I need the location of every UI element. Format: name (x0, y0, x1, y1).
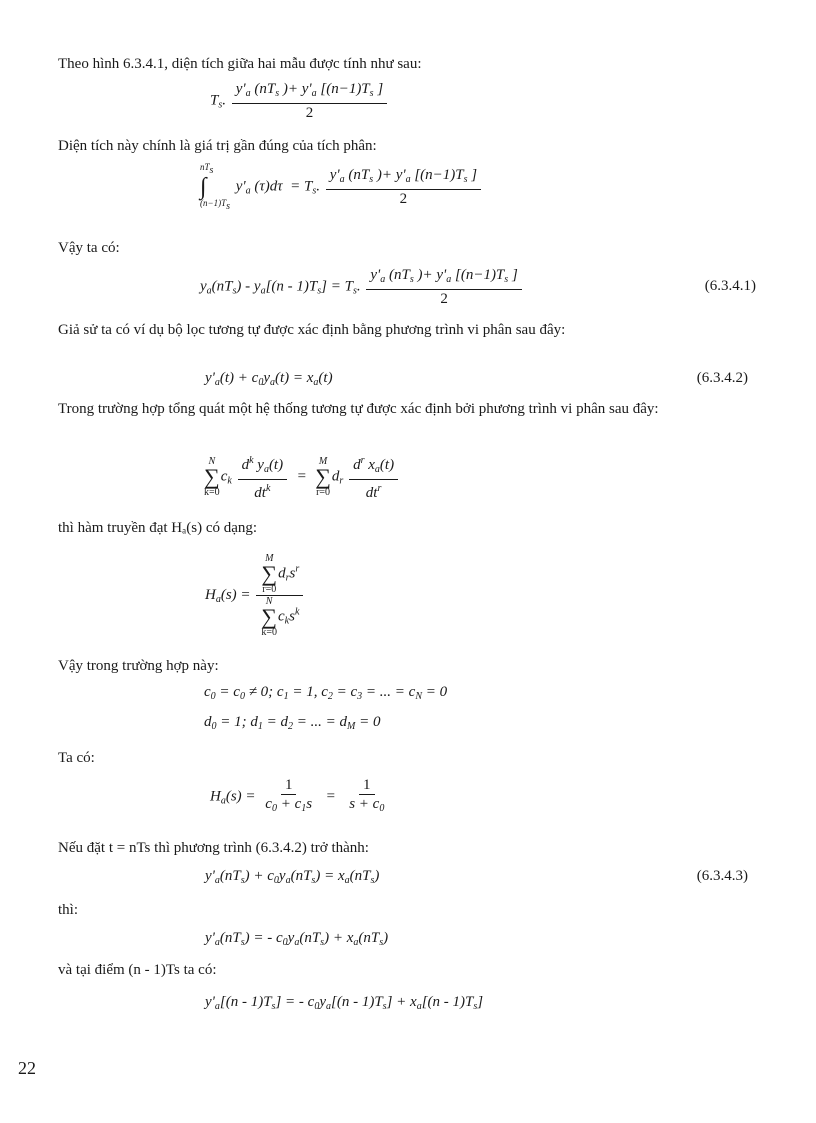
equation-derivative-n: $y'_a(nT_s)$ = - $c_0y_a(nT_s) + x_a(nT_s)$ (205, 930, 389, 948)
paragraph-we-have: Ta có: (58, 750, 95, 766)
equation-number-6343: (6.3.4.3) (696, 868, 748, 884)
equation-ha-simplified: $H_a(s)$ = $\frac{1}{c_0 + c_1s}$ = $\frac{1}{s + c_0}$ (210, 777, 385, 814)
equation-coefficients-d: $d_0 = 1$; $d_1 = d_2$ = ... = $d_M = 0$ (204, 714, 381, 732)
equation-transfer-function: $H_a(s)$ = M ∑ r=0 $d_rs^r$ N ∑ k=0 $c_ks^k$ (205, 553, 305, 638)
paragraph-at-point: và tại điểm (n - 1)Ts ta có: (58, 962, 217, 978)
paragraph-transfer-intro (22, 516, 792, 540)
equation-coefficients-c: $c_0 = c_0 \ne 0$; $c_1 = 1$, $c_2 = c_3$ = ... = $c_N = 0$ (204, 684, 448, 702)
equation-number-6341: (6.3.4.1) (704, 278, 756, 294)
equation-6343: $y'_a(nT_s) + c_0y_a(nT_s) = x_a(nT_s)$ (205, 868, 380, 886)
equation-6342: $y'_a(t) + c_0y_a(t) = x_a(t)$ (205, 370, 333, 388)
paragraph-area-intro: Theo hình 6.3.4.1, diện tích giữa hai mẫu được tính như sau: (58, 56, 422, 72)
equation-number-6342: (6.3.4.2) (696, 370, 748, 386)
equation-integral: nTs ∫ (n−1)Ts $y'_a$ $(\tau)d\tau = T_s$. $\frac{y'_a (nT_s )+ y'_a [(n-1)T_s ]}{2}$ (200, 162, 483, 212)
equation-6341: $y_a(nT_s) - y_a[(n - 1)T_s] = T_s$. $\frac{y'_a (nT_s )+ y'_a [(n-1)T_s ]}{2}$ (200, 266, 524, 308)
equation-general-differential: N ∑ k=0 $c_k$ $\frac{d^k y_a(t)}{dt^k}$ = M ∑ r=0 $d_r$ $\frac{d^r x_a(t)}{dt^r}$ (203, 452, 400, 502)
page-number: 22 (18, 1058, 36, 1078)
paragraph-this-case: Vậy trong trường hợp này: (58, 658, 219, 674)
paragraph-substitution: Nếu đặt t = nTs thì phương trình (6.3.4.2) trở thành: (58, 840, 369, 856)
equation-area: $T_s$. $\frac{y'_a (nT_s )+ y'_a [(n-1)T_s ]}{2}$ (210, 80, 389, 122)
equation-derivative-n-minus-1: $y'_a[(n - 1)T_s]$ = - $c_0y_a[(n - 1)T_s] + x_a[(n - 1)T_s]$ (205, 994, 484, 1012)
paragraph-integral-intro: Diện tích này chính là giá trị gần đúng của tích phân: (58, 138, 377, 154)
paragraph-general-system: Trong trường hợp tổng quát một hệ thống tương tự được xác định bởi phương trình vi phân sau đây: (58, 401, 659, 417)
paragraph-filter-example: Giả sử ta có ví dụ bộ lọc tương tự được xác định bằng phương trình vi phân sau đây: (58, 322, 566, 338)
paragraph-then: thì: (58, 902, 79, 918)
paragraph-transfer-text: thì hàm truyền đạt Hₐ(s) có dạng: (58, 520, 258, 536)
paragraph-result-intro: Vậy ta có: (58, 240, 120, 256)
